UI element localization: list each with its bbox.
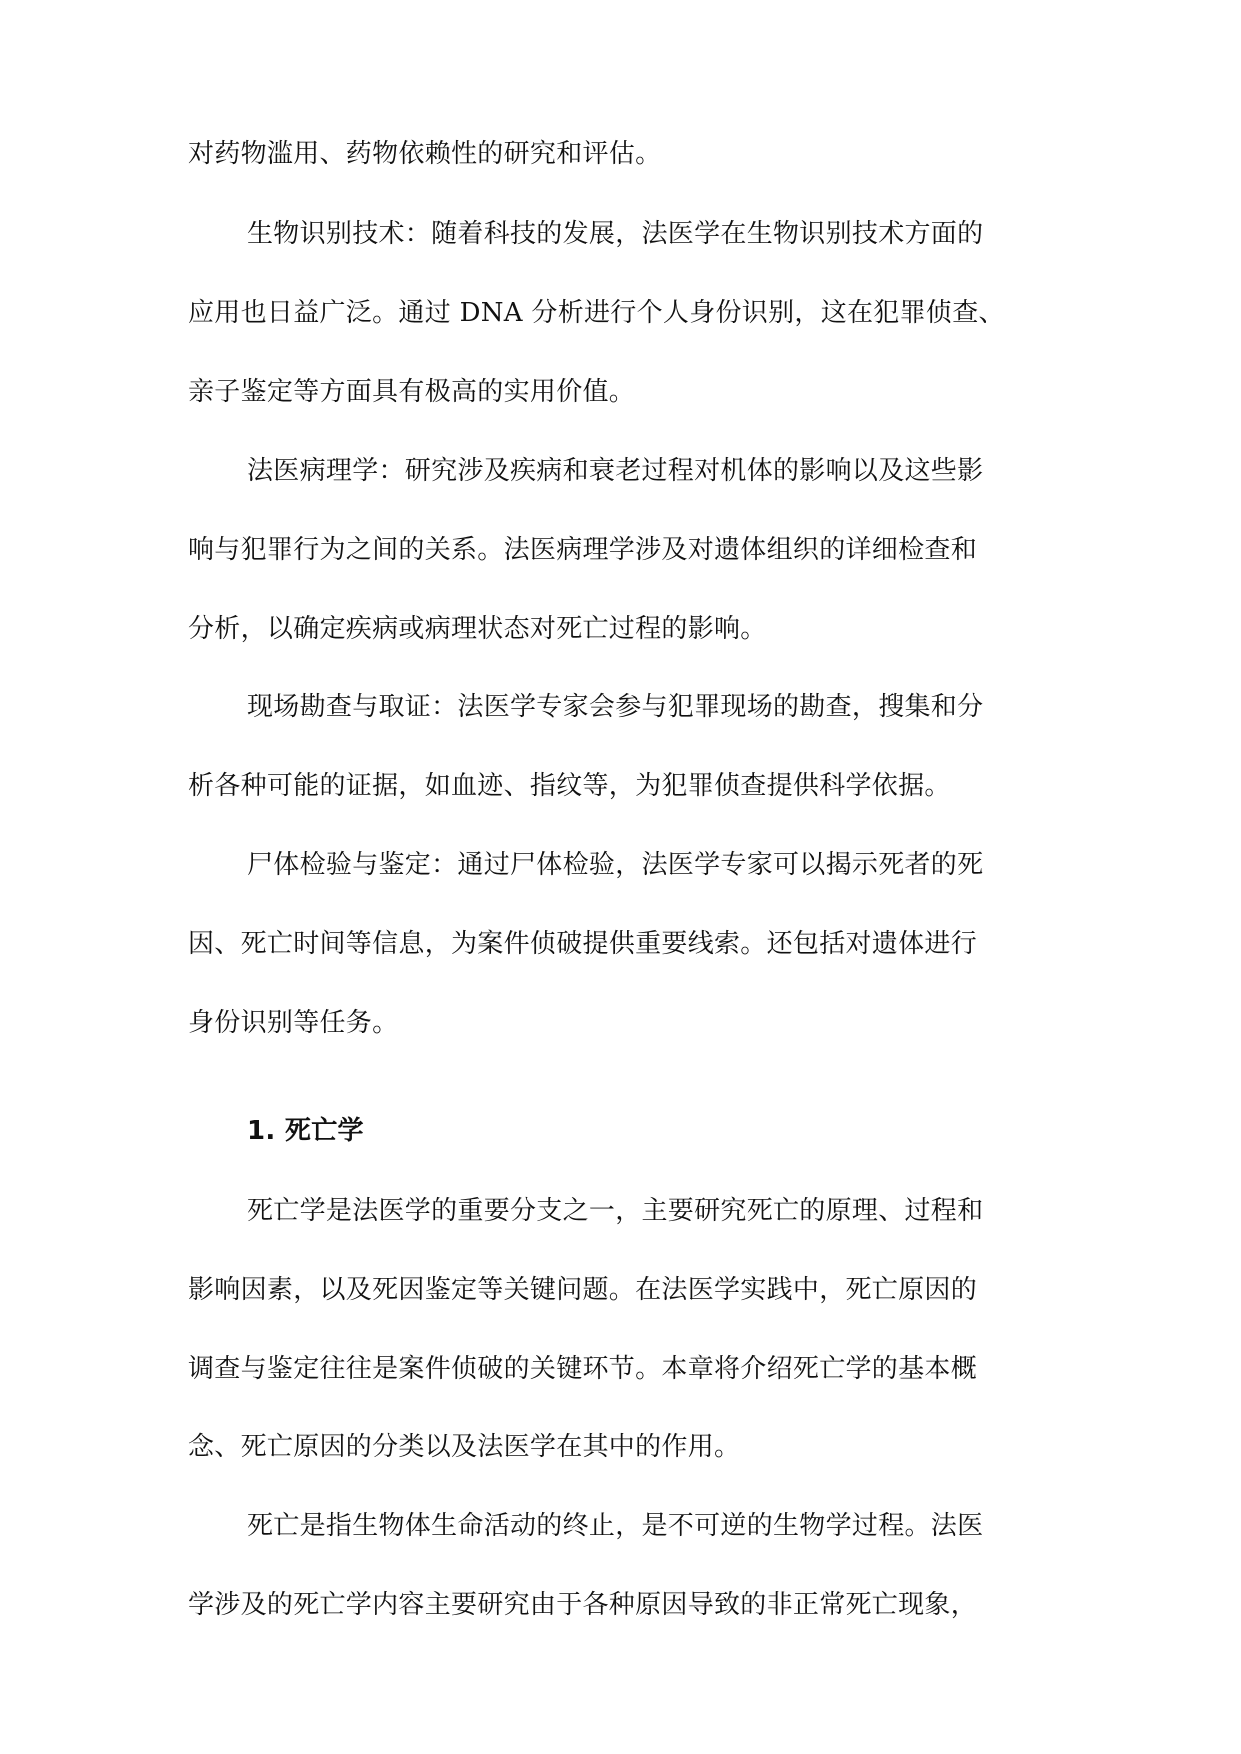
paragraph-2-line-2: 应用也日益广泛。通过 DNA 分析进行个人身份识别，这在犯罪侦查、 — [188, 298, 1005, 328]
paragraph-5-line-3: 身份识别等任务。 — [188, 1008, 399, 1038]
paragraph-2-line-1: 生物识别技术：随着科技的发展，法医学在生物识别技术方面的 — [247, 219, 984, 249]
paragraph-3-line-3: 分析，以确定疾病或病理状态对死亡过程的影响。 — [188, 614, 767, 644]
paragraph-3-line-1: 法医病理学：研究涉及疾病和衰老过程对机体的影响以及这些影 — [247, 456, 984, 486]
paragraph-6-line-1: 死亡学是法医学的重要分支之一，主要研究死亡的原理、过程和 — [247, 1196, 984, 1226]
paragraph-4-line-2: 析各种可能的证据，如血迹、指纹等，为犯罪侦查提供科学依据。 — [188, 771, 951, 801]
paragraph-5-line-1: 尸体检验与鉴定：通过尸体检验，法医学专家可以揭示死者的死 — [247, 850, 984, 880]
paragraph-6-line-2: 影响因素，以及死因鉴定等关键问题。在法医学实践中，死亡原因的 — [188, 1275, 978, 1305]
paragraph-7-line-2: 学涉及的死亡学内容主要研究由于各种原因导致的非正常死亡现象， — [188, 1590, 978, 1620]
paragraph-2-line-3: 亲子鉴定等方面具有极高的实用价值。 — [188, 377, 636, 407]
paragraph-5-line-2: 因、死亡时间等信息，为案件侦破提供重要线索。还包括对遗体进行 — [188, 929, 978, 959]
paragraph-4-line-1: 现场勘查与取证：法医学专家会参与犯罪现场的勘查，搜集和分 — [247, 692, 984, 722]
paragraph-7-line-1: 死亡是指生物体生命活动的终止，是不可逆的生物学过程。法医 — [247, 1511, 984, 1541]
paragraph-3-line-2: 响与犯罪行为之间的关系。法医病理学涉及对遗体组织的详细检查和 — [188, 535, 978, 565]
paragraph-1-line-1: 对药物滥用、药物依赖性的研究和评估。 — [188, 139, 662, 169]
paragraph-6-line-4: 念、死亡原因的分类以及法医学在其中的作用。 — [188, 1432, 741, 1462]
paragraph-6-line-3: 调查与鉴定往往是案件侦破的关键环节。本章将介绍死亡学的基本概 — [188, 1354, 978, 1384]
section-heading: 1. 死亡学 — [247, 1116, 364, 1146]
